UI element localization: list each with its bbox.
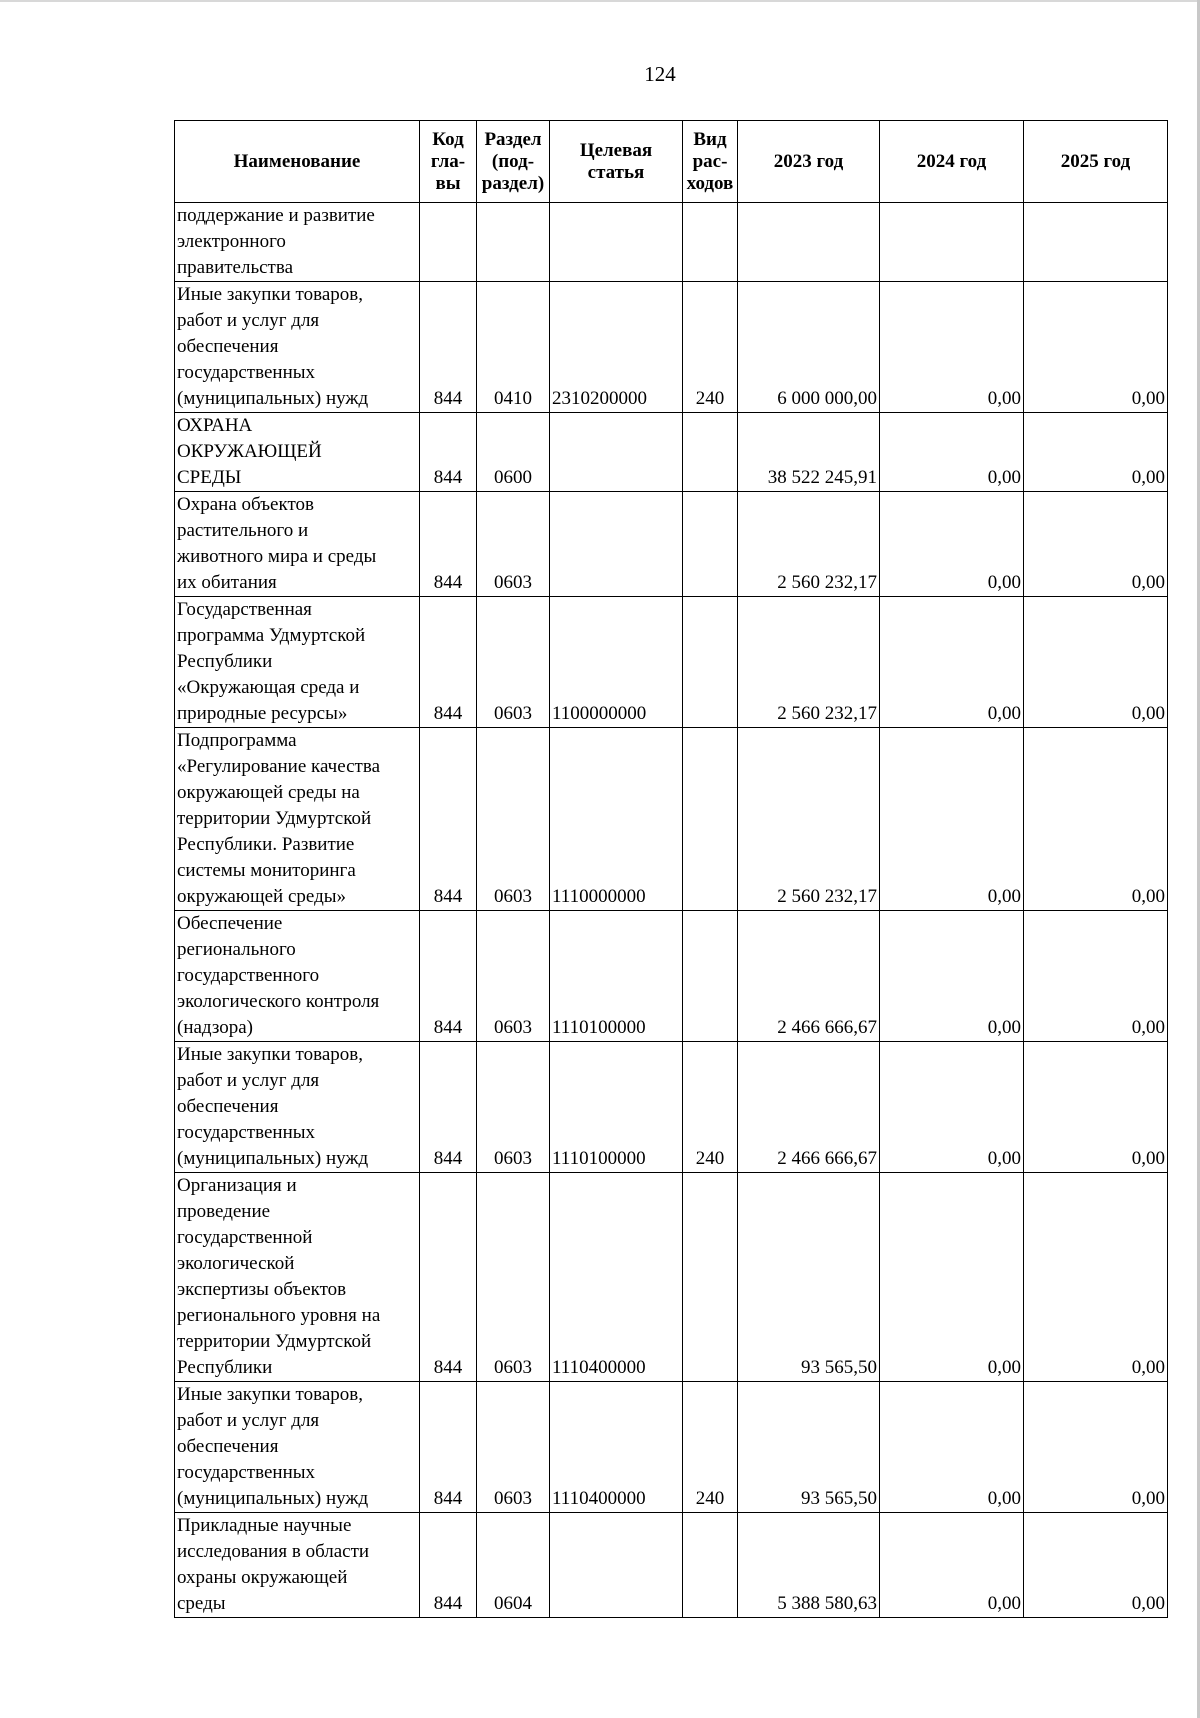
cell-amount-2024: 0,00	[880, 492, 1024, 597]
cell-amount-2023: 93 565,50	[738, 1173, 880, 1382]
cell-chapter-code	[420, 203, 477, 282]
cell-target-article: 1110400000	[550, 1382, 683, 1513]
cell-amount-2024: 0,00	[880, 597, 1024, 728]
table-row	[175, 282, 1168, 413]
cell-name: Государственная программа Удмуртской Республики «Окружающая среда и природные ресурсы»	[175, 597, 420, 728]
cell-amount-2024	[880, 203, 1024, 282]
cell-expense-type	[683, 413, 738, 492]
table-row	[175, 1382, 1168, 1513]
cell-amount-2023: 93 565,50	[738, 1382, 880, 1513]
cell-amount-2024: 0,00	[880, 413, 1024, 492]
cell-name: поддержание и развитие электронного правительства	[175, 203, 420, 282]
cell-amount-2025: 0,00	[1024, 1382, 1168, 1513]
cell-expense-type	[683, 728, 738, 911]
table-row	[175, 1513, 1168, 1618]
cell-amount-2025: 0,00	[1024, 728, 1168, 911]
cell-amount-2023: 2 466 666,67	[738, 911, 880, 1042]
table-row	[175, 911, 1168, 1042]
cell-name: Охрана объектов растительного и животного мира и среды их обитания	[175, 492, 420, 597]
cell-chapter-code: 844	[420, 1042, 477, 1173]
table-row	[175, 492, 1168, 597]
cell-amount-2025: 0,00	[1024, 911, 1168, 1042]
cell-amount-2025: 0,00	[1024, 413, 1168, 492]
cell-amount-2024: 0,00	[880, 1382, 1024, 1513]
cell-expense-type: 240	[683, 1382, 738, 1513]
table-row	[175, 203, 1168, 282]
cell-amount-2025: 0,00	[1024, 282, 1168, 413]
table-row	[175, 1173, 1168, 1382]
cell-name: Подпрограмма «Регулирование качества окружающей среды на территории Удмуртской Республики. Развитие системы мониторинга окружающей среды»	[175, 728, 420, 911]
cell-section-code: 0603	[477, 1042, 550, 1173]
cell-amount-2024: 0,00	[880, 282, 1024, 413]
cell-chapter-code: 844	[420, 282, 477, 413]
cell-chapter-code: 844	[420, 728, 477, 911]
table-row	[175, 413, 1168, 492]
cell-target-article	[550, 413, 683, 492]
cell-chapter-code: 844	[420, 1513, 477, 1618]
cell-amount-2024: 0,00	[880, 1513, 1024, 1618]
cell-amount-2025: 0,00	[1024, 1042, 1168, 1173]
scan-edge-top	[0, 0, 1200, 2]
cell-name: Прикладные научные исследования в области охраны окружающей среды	[175, 1513, 420, 1618]
cell-name: Иные закупки товаров, работ и услуг для обеспечения государственных (муниципальных) нужд	[175, 1042, 420, 1173]
col-header-article: Целевая статья	[550, 121, 683, 203]
col-header-2025: 2025 год	[1024, 121, 1168, 203]
cell-chapter-code: 844	[420, 1382, 477, 1513]
cell-name: Иные закупки товаров, работ и услуг для обеспечения государственных (муниципальных) нужд	[175, 1382, 420, 1513]
cell-amount-2025: 0,00	[1024, 1513, 1168, 1618]
cell-amount-2025: 0,00	[1024, 492, 1168, 597]
cell-amount-2023: 2 560 232,17	[738, 728, 880, 911]
table-row	[175, 597, 1168, 728]
cell-section-code: 0603	[477, 492, 550, 597]
cell-target-article: 1110400000	[550, 1173, 683, 1382]
cell-name: Обеспечение регионального государственного экологического контроля (надзора)	[175, 911, 420, 1042]
cell-expense-type	[683, 597, 738, 728]
cell-amount-2023: 38 522 245,91	[738, 413, 880, 492]
cell-section-code: 0410	[477, 282, 550, 413]
cell-section-code: 0603	[477, 597, 550, 728]
cell-amount-2024: 0,00	[880, 728, 1024, 911]
cell-amount-2025	[1024, 203, 1168, 282]
cell-amount-2023	[738, 203, 880, 282]
cell-name: Организация и проведение государственной экологической экспертизы объектов регионального уровня на территории Удмуртской Республики	[175, 1173, 420, 1382]
col-header-type: Вид рас- ходов	[683, 121, 738, 203]
cell-amount-2023: 5 388 580,63	[738, 1513, 880, 1618]
page-number: 124	[644, 62, 676, 86]
cell-expense-type	[683, 492, 738, 597]
cell-target-article: 2310200000	[550, 282, 683, 413]
table-row	[175, 1042, 1168, 1173]
table-header-row	[175, 121, 1168, 203]
cell-target-article: 1110000000	[550, 728, 683, 911]
cell-target-article: 1100000000	[550, 597, 683, 728]
cell-section-code: 0603	[477, 911, 550, 1042]
cell-name: Иные закупки товаров, работ и услуг для обеспечения государственных (муниципальных) нужд	[175, 282, 420, 413]
cell-section-code: 0603	[477, 728, 550, 911]
cell-chapter-code: 844	[420, 911, 477, 1042]
cell-section-code	[477, 203, 550, 282]
col-header-name: Наименование	[175, 121, 420, 203]
cell-section-code: 0600	[477, 413, 550, 492]
cell-expense-type	[683, 1173, 738, 1382]
cell-target-article: 1110100000	[550, 1042, 683, 1173]
budget-table	[174, 120, 1168, 1618]
cell-amount-2024: 0,00	[880, 911, 1024, 1042]
cell-expense-type	[683, 203, 738, 282]
cell-name: ОХРАНА ОКРУЖАЮЩЕЙ СРЕДЫ	[175, 413, 420, 492]
cell-chapter-code: 844	[420, 1173, 477, 1382]
cell-amount-2025: 0,00	[1024, 597, 1168, 728]
cell-section-code: 0604	[477, 1513, 550, 1618]
cell-target-article	[550, 203, 683, 282]
cell-target-article	[550, 492, 683, 597]
cell-amount-2023: 6 000 000,00	[738, 282, 880, 413]
cell-expense-type	[683, 1513, 738, 1618]
cell-expense-type	[683, 911, 738, 1042]
cell-expense-type: 240	[683, 282, 738, 413]
cell-amount-2024: 0,00	[880, 1042, 1024, 1173]
cell-amount-2023: 2 560 232,17	[738, 492, 880, 597]
cell-chapter-code: 844	[420, 492, 477, 597]
cell-chapter-code: 844	[420, 413, 477, 492]
cell-amount-2023: 2 560 232,17	[738, 597, 880, 728]
col-header-chapter: Код гла- вы	[420, 121, 477, 203]
cell-expense-type: 240	[683, 1042, 738, 1173]
cell-chapter-code: 844	[420, 597, 477, 728]
cell-section-code: 0603	[477, 1382, 550, 1513]
cell-target-article: 1110100000	[550, 911, 683, 1042]
table-row	[175, 728, 1168, 911]
cell-amount-2023: 2 466 666,67	[738, 1042, 880, 1173]
cell-section-code: 0603	[477, 1173, 550, 1382]
cell-amount-2024: 0,00	[880, 1173, 1024, 1382]
cell-target-article	[550, 1513, 683, 1618]
col-header-2024: 2024 год	[880, 121, 1024, 203]
col-header-2023: 2023 год	[738, 121, 880, 203]
col-header-section: Раздел (под- раздел)	[477, 121, 550, 203]
cell-amount-2025: 0,00	[1024, 1173, 1168, 1382]
